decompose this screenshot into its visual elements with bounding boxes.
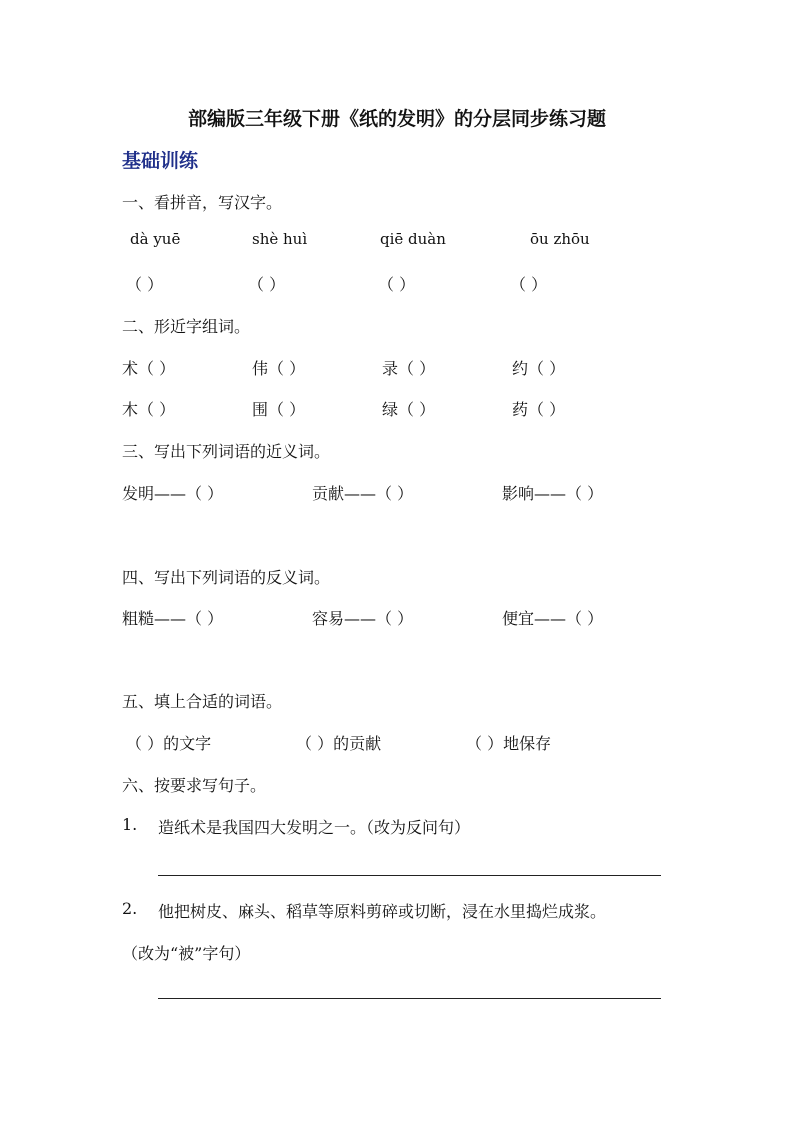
q2-item[interactable]: 围（ ）	[252, 400, 306, 419]
q1-heading: 一、看拼音，写汉字。	[122, 193, 283, 212]
q1-blank-4[interactable]: （ ）	[510, 275, 548, 294]
q2-item[interactable]: 术（ ）	[122, 359, 176, 378]
sentence-requirement: （改为“被”字句）	[122, 944, 251, 963]
q2-item[interactable]: 药（ ）	[512, 400, 566, 419]
q2-item[interactable]: 录（ ）	[382, 359, 436, 378]
q6-heading: 六、按要求写句子。	[122, 776, 267, 795]
q1-blank-1[interactable]: （ ）	[126, 275, 164, 294]
sentence-number: 2.	[122, 899, 138, 918]
pinyin-1: dà yuē	[130, 230, 181, 248]
q2-item[interactable]: 约（ ）	[512, 359, 566, 378]
pinyin-3: qiē duàn	[380, 230, 446, 248]
answer-line-1[interactable]	[158, 875, 661, 876]
page-title: 部编版三年级下册《纸的发明》的分层同步练习题	[187, 108, 606, 130]
q4-item[interactable]: 容易——（ ）	[312, 609, 414, 628]
q3-item[interactable]: 贡献——（ ）	[312, 484, 414, 503]
sentence-number: 1.	[122, 815, 138, 834]
sentence-text: 他把树皮、麻头、稻草等原料剪碎或切断，浸在水里捣烂成浆。	[158, 902, 607, 921]
q5-item[interactable]: （ ）的贡献	[296, 734, 382, 753]
section-heading: 基础训练	[122, 150, 199, 172]
q5-item[interactable]: （ ）的文字	[126, 734, 212, 753]
q2-item[interactable]: 绿（ ）	[382, 400, 436, 419]
q4-item[interactable]: 便宜——（ ）	[502, 609, 604, 628]
q3-item[interactable]: 影响——（ ）	[502, 484, 604, 503]
answer-line-2[interactable]	[158, 998, 661, 999]
sentence-text: 造纸术是我国四大发明之一。（改为反问句）	[158, 818, 471, 837]
q1-blank-2[interactable]: （ ）	[248, 275, 286, 294]
q4-heading: 四、写出下列词语的反义词。	[122, 568, 331, 587]
q2-heading: 二、形近字组词。	[122, 317, 251, 336]
pinyin-2: shè huì	[252, 230, 308, 248]
q4-item[interactable]: 粗糙——（ ）	[122, 609, 224, 628]
q5-item[interactable]: （ ）地保存	[466, 734, 552, 753]
q3-heading: 三、写出下列词语的近义词。	[122, 442, 331, 461]
q5-heading: 五、填上合适的词语。	[122, 692, 283, 711]
pinyin-4: ōu zhōu	[530, 230, 590, 248]
q2-item[interactable]: 木（ ）	[122, 400, 176, 419]
q1-blank-3[interactable]: （ ）	[378, 275, 416, 294]
q2-item[interactable]: 伟（ ）	[252, 359, 306, 378]
q3-item[interactable]: 发明——（ ）	[122, 484, 224, 503]
